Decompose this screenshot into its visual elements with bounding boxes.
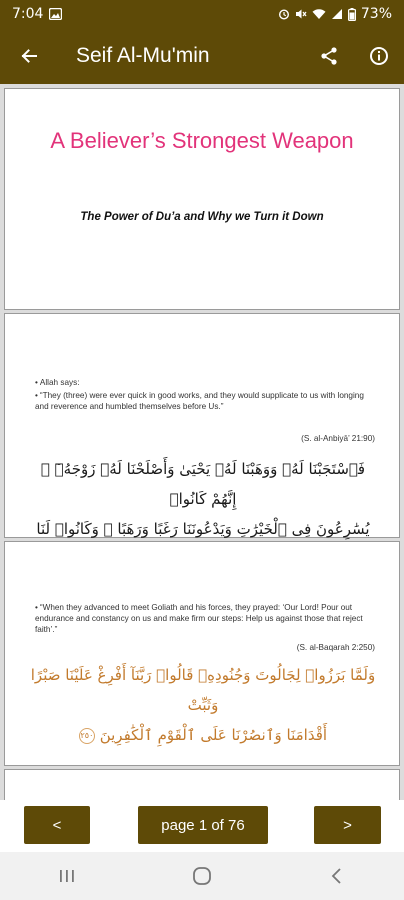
slide-3 [4,541,400,766]
slides-viewer[interactable] [0,84,404,800]
slide-title: A Believer’s Strongest Weapon [50,128,354,153]
arrow-back-icon [20,47,38,65]
verse-reference: (S. al-Baqarah 2:250) [296,643,375,652]
wifi-icon [312,8,326,20]
info-icon [369,46,389,66]
gallery-notification-icon [49,8,62,20]
system-back-button[interactable] [297,852,377,900]
signal-icon [331,8,343,20]
system-nav-bar [0,852,404,900]
share-button[interactable] [304,28,354,84]
chevron-left-icon [330,867,344,885]
pager-bar [0,800,404,852]
slide-4 [4,769,400,800]
status-time: 7:04 [12,6,44,22]
app-title: Seif Al-Mu'min [76,44,210,67]
info-button[interactable] [354,28,404,84]
alarm-icon [278,8,290,20]
recents-icon [58,868,76,884]
share-icon [319,46,339,66]
next-page-button[interactable]: > [314,806,381,844]
battery-icon [348,8,356,21]
page-indicator-button[interactable]: page 1 of 76 [138,806,268,844]
arabic-verse: فَٱسْتَجَبْنَا لَهُۥ وَوَهَبْنَا لَهُۥ يَحْيَىٰ وَأَصْلَحْنَا لَهُۥ زَوْجَهُۥٓ ۚ إِنَّهُمْ كَانُوا۟ يُسَٰرِعُونَ فِى ٱلْخَيْرَٰتِ وَيَدْعُونَنَا رَغَبًا وَرَهَبًا ۖ وَكَانُوا۟ لَنَا [27,454,379,574]
app-bar [0,28,404,84]
mute-icon [295,8,307,20]
recent-apps-button[interactable] [27,852,107,900]
previous-page-button[interactable]: < [24,806,90,844]
bullet-text: • “They (three) were ever quick in good works, and they would supplicate to us with longing and reverence and humbled themselves before Us.” [35,391,364,411]
home-icon [192,866,212,886]
bullet-text: • “When they advanced to meet Goliath and his forces, they prayed: ‘Our Lord! Pour out endurance and constancy on us and make firm our steps: Help us against those that reject faith’.” [35,603,363,634]
slide-1 [4,88,400,310]
status-bar [0,0,404,28]
slide-2 [4,313,400,538]
bullet-text: • Allah says: [35,378,80,387]
verse-reference: (S. al-Anbiyā’ 21:90) [301,434,375,443]
arabic-verse: وَلَمَّا بَرَزُوا۟ لِجَالُوتَ وَجُنُودِهِۦ قَالُوا۟ رَبَّنَآ أَفْرِغْ عَلَيْنَا صَبْرًا وَثَبِّتْ أَقْدَامَنَا وَٱنصُرْنَا عَلَى ٱلْقَوْمِ ٱلْكَٰفِرِينَ ٢٥٠ [30,666,376,744]
back-button[interactable] [0,28,58,84]
home-button[interactable] [162,852,242,900]
ayah-number: ٢٥٠ [79,728,95,744]
slide-subtitle: The Power of Du’a and Why we Turn it Down [80,211,324,223]
battery-percent: 73% [360,6,392,22]
